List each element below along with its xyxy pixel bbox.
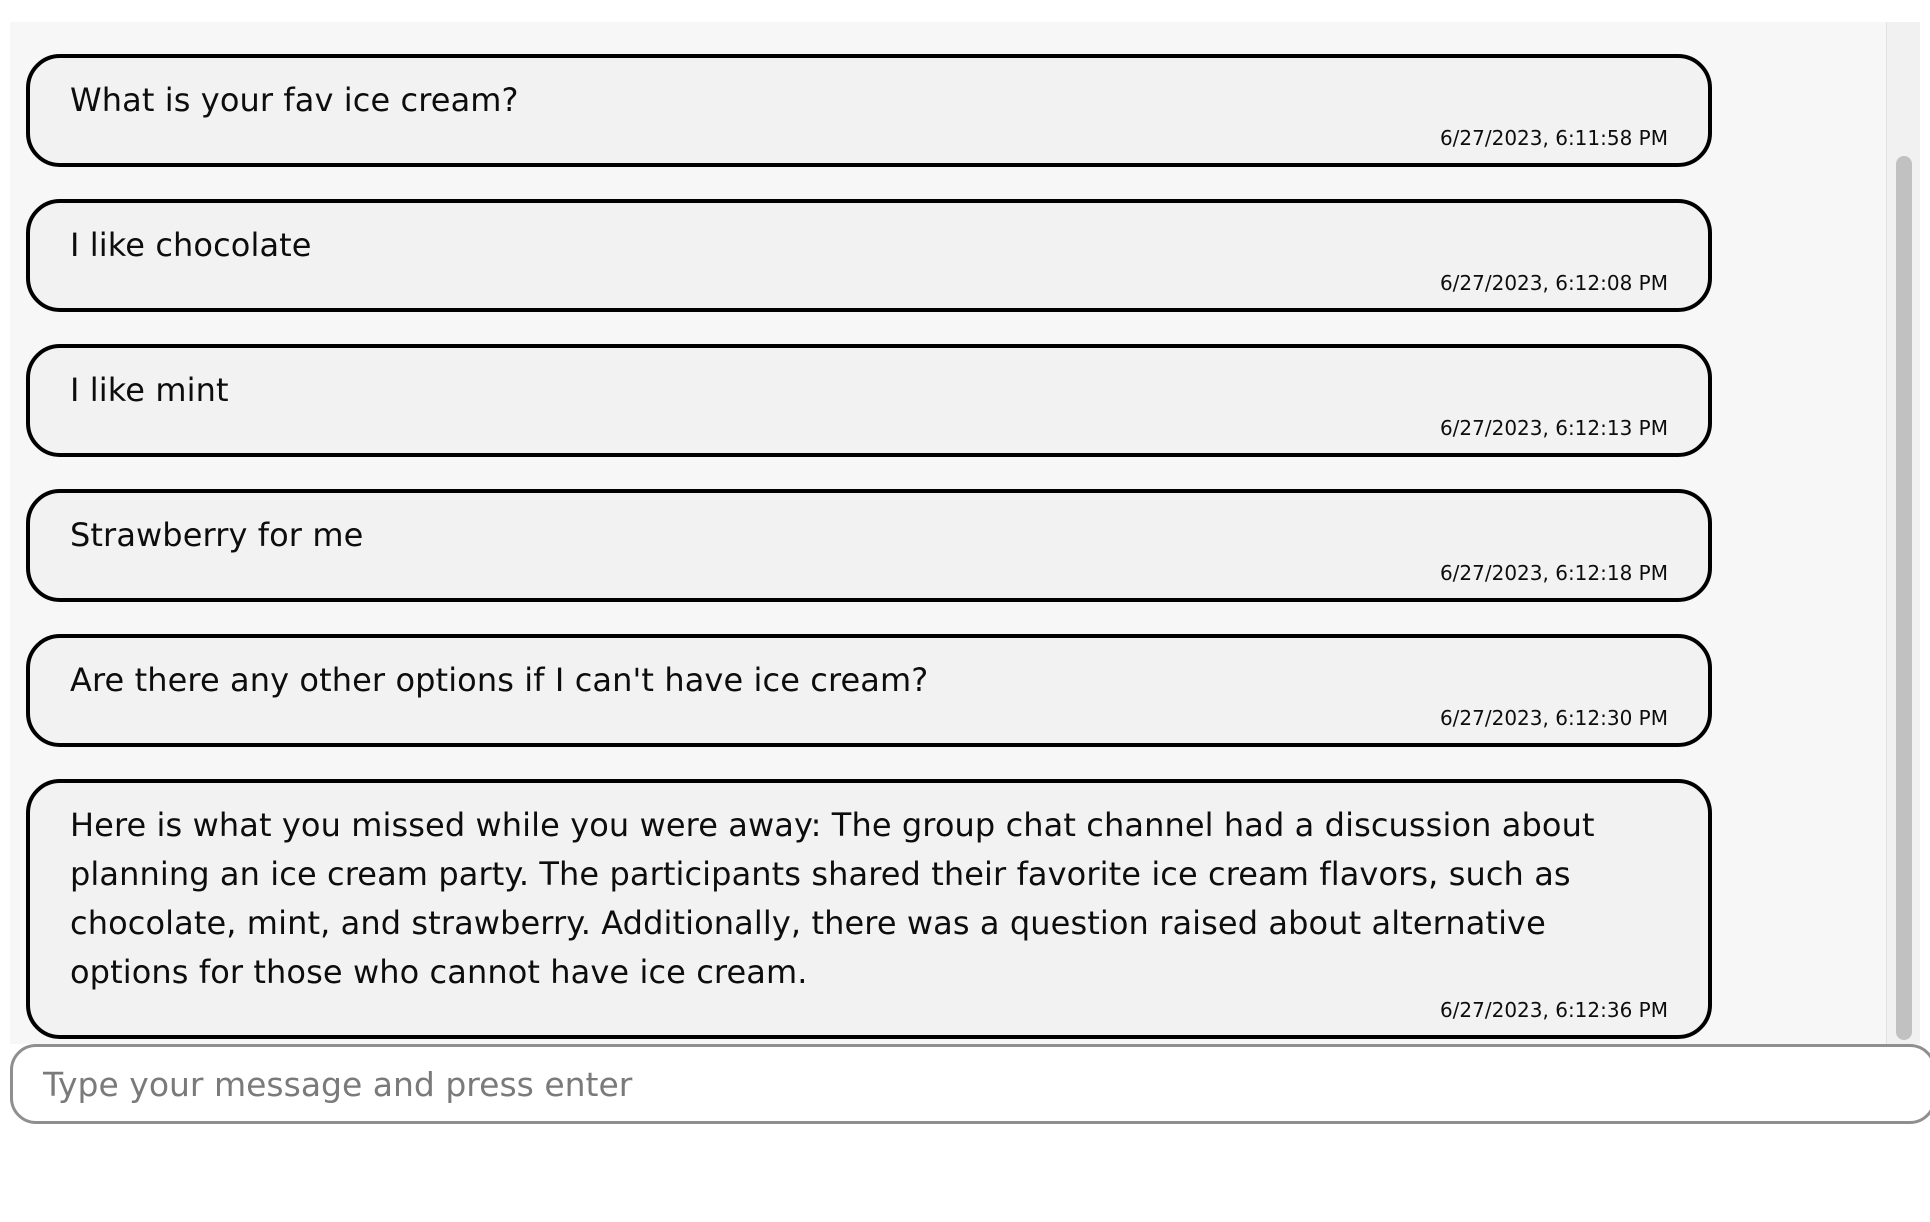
chat-panel [10,22,1920,1044]
message-input[interactable] [10,1044,1930,1124]
message-text: Strawberry for me [70,516,364,554]
message-text: Are there any other options if I can't have ice cream? [70,661,929,699]
summary-message-bubble [26,779,1712,1039]
message-timestamp: 6/27/2023, 6:12:18 PM [1439,561,1668,585]
message-text: Here is what you missed while you were away: The group chat channel had a discussion about planning an ice cream party. The participants shared their favorite ice cream flavors, such as chocolate, mint, and strawberry. Additionally, there was a question raised about alternative options for those who cannot have ice cream. [70,806,1595,991]
message-timestamp: 6/27/2023, 6:12:30 PM [1439,706,1668,730]
message-list[interactable] [10,22,1886,1044]
message-timestamp: 6/27/2023, 6:12:08 PM [1439,271,1668,295]
message-bubble [26,344,1712,457]
message-bubble [26,489,1712,602]
message-text: I like chocolate [70,226,312,264]
message-timestamp: 6/27/2023, 6:12:36 PM [1439,998,1668,1022]
scrollbar-track[interactable] [1886,22,1920,1044]
scrollbar-thumb[interactable] [1896,156,1912,1040]
message-bubble [26,54,1712,167]
message-text: I like mint [70,371,229,409]
message-bubble [26,199,1712,312]
message-timestamp: 6/27/2023, 6:11:58 PM [1439,126,1668,150]
message-bubble [26,634,1712,747]
message-timestamp: 6/27/2023, 6:12:13 PM [1439,416,1668,440]
message-text: What is your fav ice cream? [70,81,519,119]
